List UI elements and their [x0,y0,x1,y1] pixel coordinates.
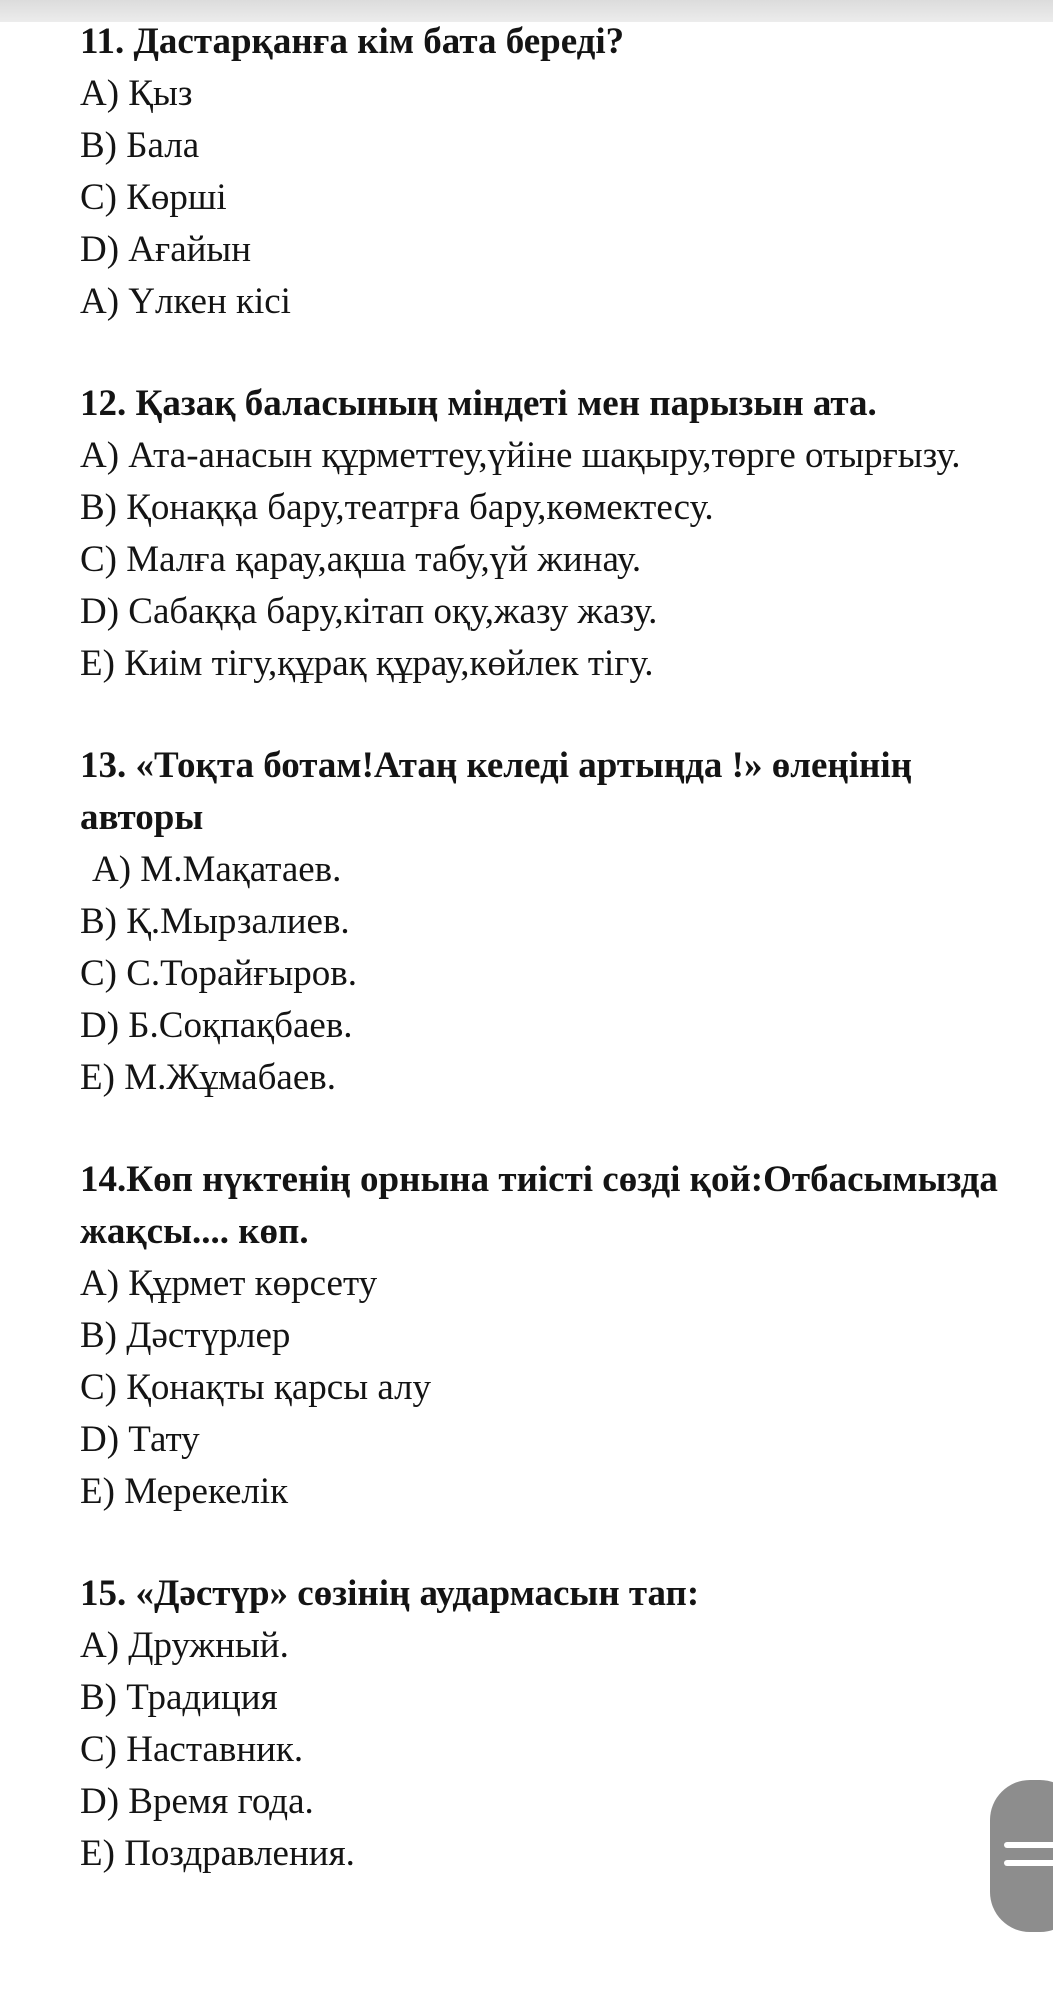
option-label: C) [80,177,117,218]
answer-option [80,896,1020,948]
option-text: Қонақты қарсы алу [126,1367,432,1408]
option-text: Қонаққа бару,театрға бару,көмектесу. [126,487,714,528]
question-title: 15. «Дәстүр» сөзінің аудармасын тап: [80,1573,700,1614]
option-text: Наставник. [126,1729,304,1770]
question-title: 13. «Тоқта ботам!Атаң келеді артыңда !» өлеңінің авторы [80,745,912,838]
answer-option [80,1724,1020,1776]
option-label: D) [80,229,120,270]
question-13 [80,740,1020,1104]
grip-line-icon [1004,1860,1053,1866]
answer-option [80,1414,1020,1466]
option-label: D) [80,1781,120,1822]
answer-option [80,1310,1020,1362]
option-text: Қыз [128,73,193,114]
option-label: A) [80,435,120,476]
option-label: E) [80,1471,115,1512]
answer-option [80,482,1020,534]
answer-option [80,638,1020,690]
question-title: 11. Дастарқанға кім бата береді? [80,21,625,62]
answer-option [80,1828,1020,1880]
option-label: A) [80,73,120,114]
answer-option [80,120,1020,172]
option-text: Ағайын [128,229,252,270]
option-label: A) [80,1625,120,1666]
option-text: Бала [126,125,200,166]
option-label: E) [80,1057,115,1098]
option-text: М.Мақатаев. [140,849,342,890]
answer-option [80,534,1020,586]
option-text: Қ.Мырзалиев. [126,901,350,942]
option-label: E) [80,643,115,684]
option-text: Көрші [126,177,227,218]
answer-option [80,1466,1020,1518]
answer-option [80,172,1020,224]
answer-option [80,844,1020,896]
option-text: Б.Соқпақбаев. [128,1005,353,1046]
option-text: Тату [128,1419,200,1460]
grip-line-icon [1004,1842,1053,1848]
option-label: B) [80,1677,117,1718]
option-text: Киім тігу,құрақ құрау,көйлек тігу. [124,643,654,684]
answer-option [80,276,1020,328]
option-label: D) [80,1419,120,1460]
option-label: A) [92,849,132,890]
scroll-handle[interactable] [990,1780,1053,1932]
option-text: Поздравления. [124,1833,355,1874]
answer-option [80,430,1020,482]
option-text: М.Жұмабаев. [124,1057,336,1098]
option-label: B) [80,1315,117,1356]
answer-option [80,1052,1020,1104]
option-label: B) [80,901,117,942]
option-text: Құрмет көрсету [128,1263,378,1304]
option-label: E) [80,1833,115,1874]
option-label: C) [80,1729,117,1770]
answer-option [80,1000,1020,1052]
answer-option [80,224,1020,276]
option-label: B) [80,125,117,166]
option-label: D) [80,1005,120,1046]
question-title: 14.Көп нүктенің орнына тиісті сөзді қой:Отбасымызда жақсы.... көп. [80,1159,998,1252]
option-label: B) [80,487,117,528]
option-text: Үлкен кісі [128,281,291,322]
question-title: 12. Қазақ баласының міндеті мен парызын ата. [80,383,877,424]
option-text: Дәстүрлер [126,1315,291,1356]
answer-option [80,1776,1020,1828]
option-text: Традиция [126,1677,278,1718]
option-text: С.Торайғыров. [126,953,357,994]
answer-option [80,948,1020,1000]
question-15 [80,1568,1020,1880]
answer-option [80,1258,1020,1310]
question-12 [80,378,1020,690]
option-text: Малға қарау,ақша табу,үй жинау. [126,539,642,580]
answer-option [80,1672,1020,1724]
option-text: Дружный. [128,1625,289,1666]
question-14 [80,1154,1020,1518]
option-label: C) [80,1367,117,1408]
question-11 [80,16,1020,328]
answer-option [80,1362,1020,1414]
option-text: Мерекелік [124,1471,289,1512]
option-label: C) [80,539,117,580]
option-label: A) [80,1263,120,1304]
answer-option [80,586,1020,638]
option-text: Сабаққа бару,кітап оқу,жазу жазу. [128,591,658,632]
option-label: D) [80,591,120,632]
option-label: A) [80,281,120,322]
option-text: Ата-анасын құрметтеу,үйіне шақыру,төрге отырғызу. [128,435,961,476]
option-text: Время года. [128,1781,314,1822]
answer-option [80,68,1020,120]
document-page [80,16,1020,1930]
option-label: C) [80,953,117,994]
answer-option [80,1620,1020,1672]
